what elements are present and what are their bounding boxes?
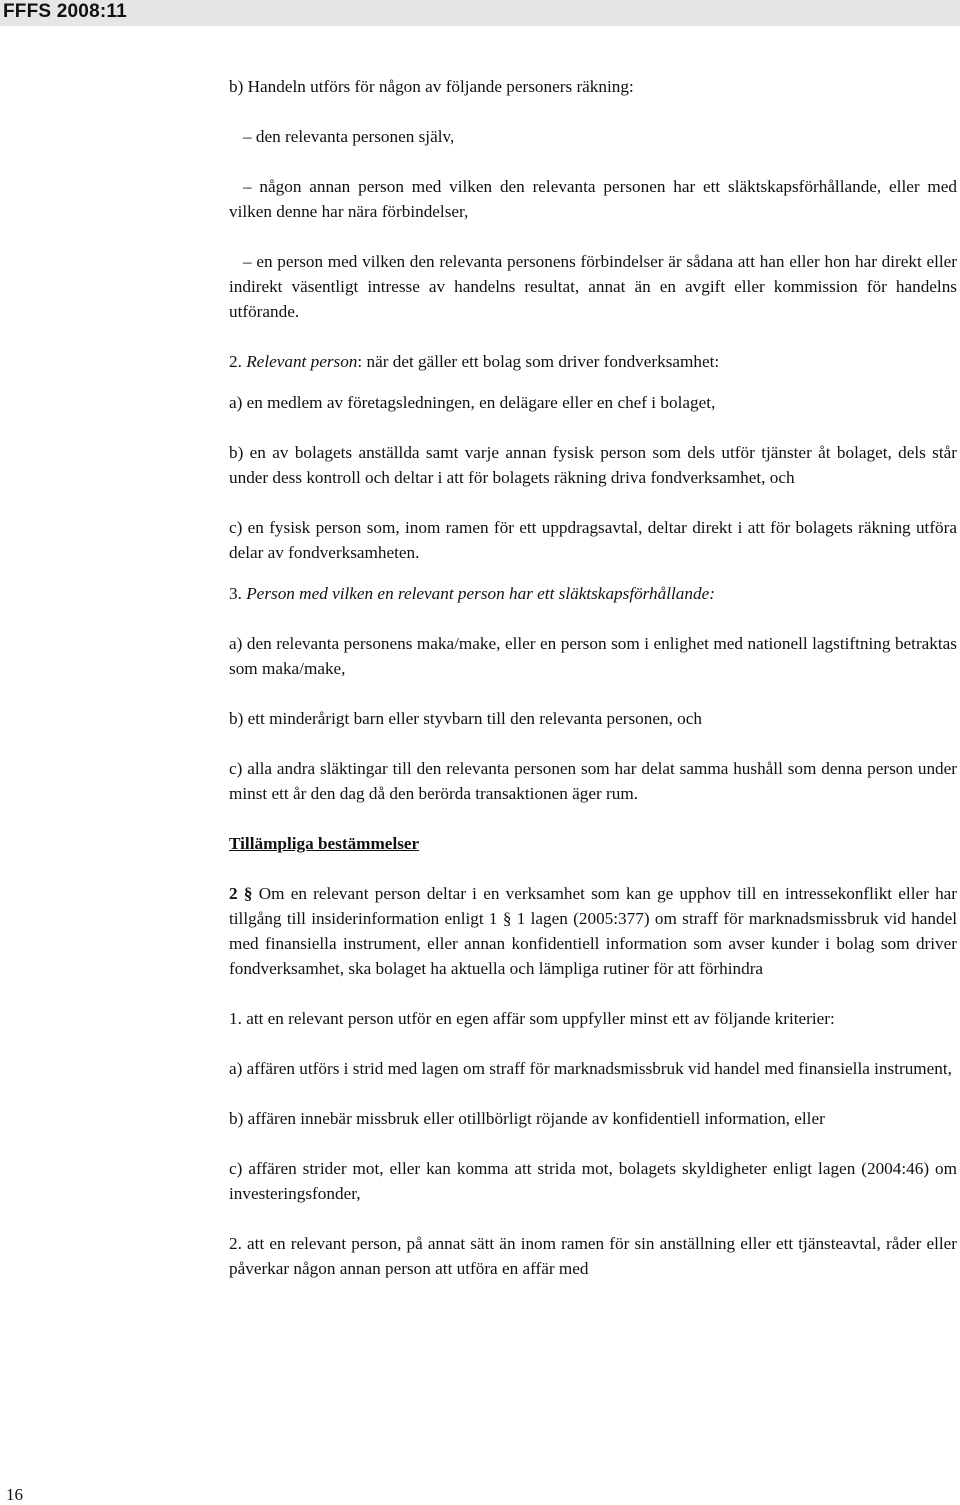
section-2-item-1c: c) affären strider mot, eller kan komma att strida mot, bolagets skyldigheter enligt lagen (2004:46) om investeringsfonder, <box>229 1159 957 1203</box>
document-body <box>229 74 957 1306</box>
paragraph-b-intro: b) Handeln utförs för någon av följande personers räkning: <box>229 77 634 96</box>
definition-2 <box>229 349 957 374</box>
definition-term: Relevant person <box>246 352 358 371</box>
definition-2-b: b) en av bolagets anställda samt varje annan fysisk person som dels utför tjänster åt bolaget, dels står under dess kontroll och deltar i att för bolagets räkning driva fondverksamhet, och <box>229 443 957 487</box>
definition-number: 2. <box>229 352 242 371</box>
definition-3-a: a) den relevanta personens maka/make, eller en person som i enlighet med nationell lagstiftning betraktas som maka/make, <box>229 634 957 678</box>
section-2-item-1b: b) affären innebär missbruk eller otillbörligt röjande av konfidentiell information, eller <box>229 1109 825 1128</box>
page-number: 16 <box>6 1485 23 1504</box>
definition-3-c: c) alla andra släktingar till den relevanta personen som har delat samma hushåll som denna person under minst ett år den dag då den berörda transaktionen äger rum. <box>229 759 957 803</box>
definition-3-b: b) ett minderårigt barn eller styvbarn till den relevanta personen, och <box>229 709 702 728</box>
definition-number: 3. <box>229 584 242 603</box>
section-mark: 2 § <box>229 884 253 903</box>
dash-item-1: – den relevanta personen själv, <box>243 127 455 146</box>
section-2-text: Om en relevant person deltar i en verksamhet som kan ge upphov till en intressekonflikt eller har tillgång till insiderinformation enligt 1 § 1 lagen (2005:377) om straff för marknadsmissbruk vid handel med finansiella instrument, eller annan konfidentiell information som avser kunder i bolag som driver fondverksamhet, ska bolaget ha aktuella och lämpliga rutiner för att förhindra <box>229 884 958 978</box>
definition-2-c: c) en fysisk person som, inom ramen för ett uppdragsavtal, deltar direkt i att för bolagets räkning utföra delar av fondverksamheten. <box>229 518 957 562</box>
section-heading: Tillämpliga bestämmelser <box>229 834 420 853</box>
definition-text: : när det gäller ett bolag som driver fondverksamhet: <box>357 352 720 371</box>
dash-item-2: – någon annan person med vilken den relevanta personen har ett släktskapsförhållande, eller med vilken denne har nära förbindelser, <box>229 177 957 221</box>
dash-item-3: – en person med vilken den relevanta personens förbindelser är sådana att han eller hon har direkt eller indirekt väsentligt intresse av handelns resultat, annat än en avgift eller kommission för handelns utförande. <box>229 252 957 321</box>
section-2-item-2: 2. att en relevant person, på annat sätt än inom ramen för sin anställning eller ett tjänsteavtal, råder eller påverkar någon annan person att utföra en affär med <box>229 1234 957 1278</box>
section-2-paragraph <box>229 881 957 981</box>
page-header-bar <box>0 0 960 26</box>
section-2-item-1: 1. att en relevant person utför en egen affär som uppfyller minst ett av följande kriterier: <box>229 1009 835 1028</box>
definition-3 <box>229 581 957 606</box>
document-id: FFFS 2008:11 <box>3 1 127 22</box>
definition-2-a: a) en medlem av företagsledningen, en delägare eller en chef i bolaget, <box>229 393 716 412</box>
section-2-item-1a: a) affären utförs i strid med lagen om straff för marknadsmissbruk vid handel med finansiella instrument, <box>229 1059 952 1078</box>
definition-term: Person med vilken en relevant person har ett släktskapsförhållande: <box>246 584 715 603</box>
